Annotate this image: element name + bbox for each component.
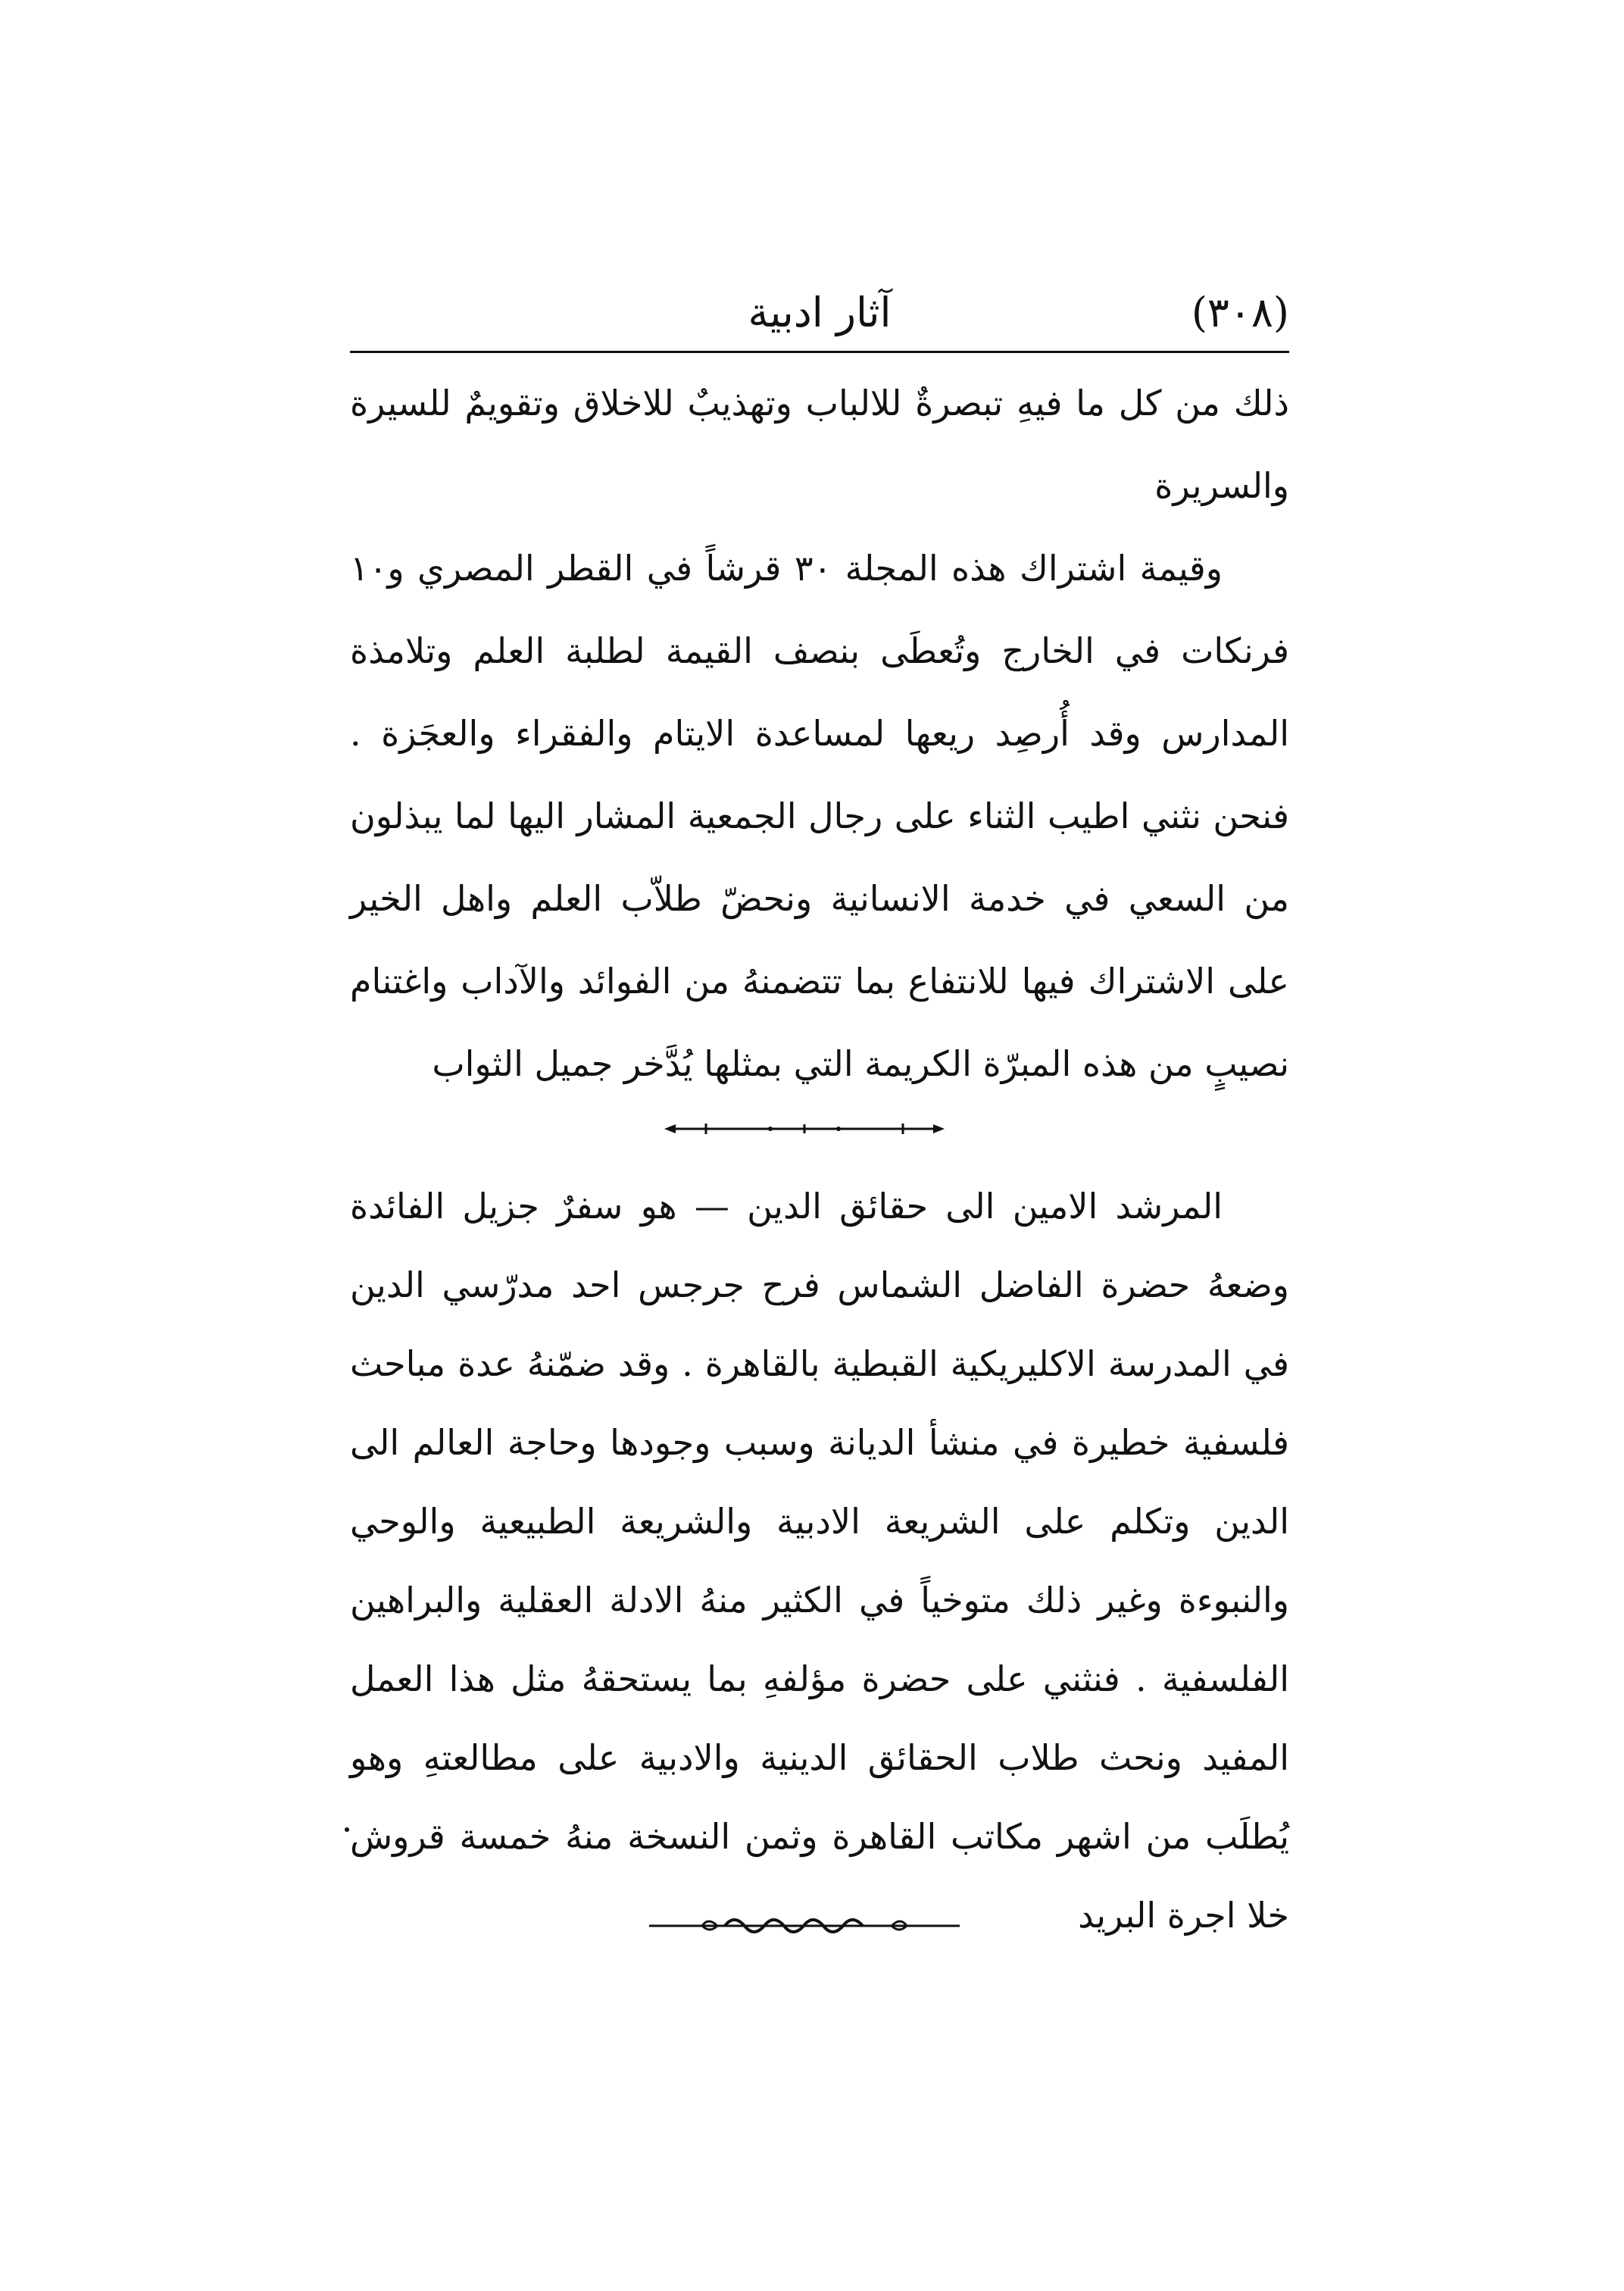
paragraph-book-review: المرشد الامين الى حقائق الدين — هو سفرٌ جزيل الفائدة وضعهُ حضرة الفاضل الشماس فرح جرجس احد مدرّسي الدين في المدرسة الاكليريكية القبطية بالقاهرة . وقد ضمّنهُ عدة مباحث فلسفية خطيرة في منشأ الديانة وسبب وجودها وحاجة العالم الى الدين وتكلم على الشريعة الادبية والشريعة الطبيعية والوحي والنبوءة وغير ذلك متوخياً في الكثير منهُ الادلة العقلية والبراهين الفلسفية . فنثني على حضرة مؤلفهِ بما يستحقهُ مثل هذا العمل المفيد ونحث طلاب الحقائق الدينية والادبية على مطالعتهِ وهو يُطلَب من اشهر مكاتب القاهرة وثمن النسخة منهُ خمسة قروش خلا اجرة البريد [350,1186,1289,1936]
page-number: (٣٠٨) [1191,289,1289,336]
page-header [350,277,1289,348]
section-divider-ornament [653,1114,956,1144]
ink-speck [345,1827,349,1832]
text-block-subscription [350,362,1289,1105]
end-ornament [645,1909,963,1939]
text-block-book-review [350,1167,1289,1955]
paragraph-continuation: ذلك من كل ما فيهِ تبصرةٌ للالباب وتهذيبٌ للاخلاق وتقويمٌ للسيرة والسريرة [350,383,1289,506]
header-rule [350,351,1289,353]
running-title: آثار ادبية [748,289,892,336]
paragraph-subscription: وقيمة اشتراك هذه المجلة ٣٠ قرشاً في القطر المصري و١٠ فرنكات في الخارج وتُعطَى بنصف القيمة لطلبة العلم وتلامذة المدارس وقد أُرصِد ريعها لمساعدة الايتام والفقراء والعجَزة . فنحن نثني اطيب الثناء على رجال الجمعية المشار اليها لما يبذلون من السعي في خدمة الانسانية ونحضّ طلاّب العلم واهل الخير على الاشتراك فيها للانتفاع بما تتضمنهُ من الفوائد والآداب واغتنام نصيبٍ من هذه المبرّة الكريمة التي بمثلها يُدَّخر جميل الثواب [350,548,1289,1084]
